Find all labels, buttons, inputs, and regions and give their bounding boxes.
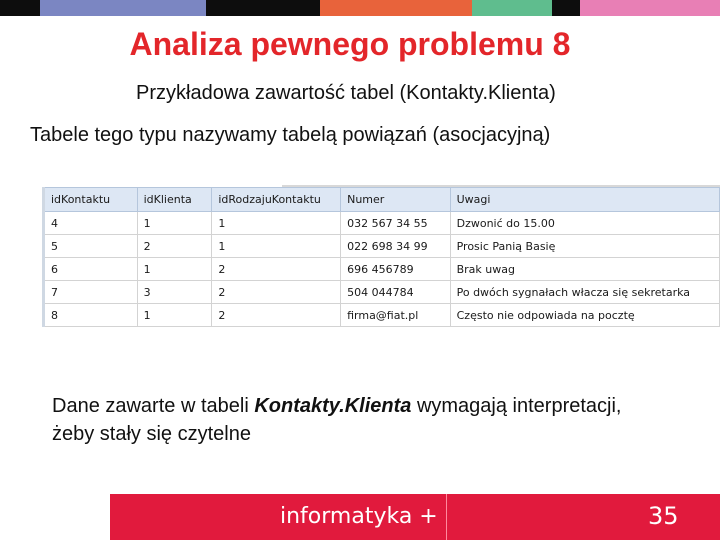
table-header-row (44, 188, 720, 212)
col-header-idkontaktu: idKontaktu (44, 188, 138, 212)
cell-idklienta: 1 (137, 258, 212, 281)
cell-numer: 022 698 34 99 (341, 235, 451, 258)
col-header-idklienta: idKlienta (137, 188, 212, 212)
cell-uwagi: Dzwonić do 15.00 (450, 212, 719, 235)
table-screenshot (42, 187, 720, 328)
cell-idklienta: 1 (137, 212, 212, 235)
slide-body-text (52, 392, 652, 448)
stripe-3 (206, 0, 320, 16)
cell-idrodzajukontaktu: 2 (212, 304, 341, 327)
cell-numer: 696 456789 (341, 258, 451, 281)
stripe-7 (580, 0, 720, 16)
slide-title: Analiza pewnego problemu 8 (129, 26, 571, 62)
cell-numer: 504 044784 (341, 281, 451, 304)
cell-idkontaktu: 4 (44, 212, 138, 235)
slide-subtitle: Przykładowa zawartość tabel (Kontakty.Klienta) (136, 82, 556, 104)
cell-uwagi: Często nie odpowiada na pocztę (450, 304, 719, 327)
table-row (44, 258, 720, 281)
cell-idrodzajukontaktu: 2 (212, 258, 341, 281)
cell-numer: firma@fiat.pl (341, 304, 451, 327)
body-text-part2: wymagają interpretacji, żeby stały się czytelne (52, 395, 622, 445)
footer-label: informatyka + (280, 504, 438, 529)
slide-definition: Tabele tego typu nazywamy tabelą powiązań (asocjacyjną) (30, 124, 551, 146)
cell-uwagi: Po dwóch sygnałach włacza się sekretarka (450, 281, 719, 304)
cell-idrodzajukontaktu: 1 (212, 235, 341, 258)
slide-footer (0, 494, 720, 540)
body-text-table-name: Kontakty.Klienta (254, 395, 412, 417)
stripe-5 (472, 0, 552, 16)
footer-left-blank (0, 494, 110, 540)
table-row (44, 281, 720, 304)
cell-idklienta: 3 (137, 281, 212, 304)
cell-idrodzajukontaktu: 1 (212, 212, 341, 235)
cell-idkontaktu: 8 (44, 304, 138, 327)
footer-divider (446, 494, 447, 540)
stripe-2 (40, 0, 206, 16)
body-text-part1: Dane zawarte w tabeli (52, 395, 255, 417)
table-row (44, 212, 720, 235)
stripe-4 (320, 0, 472, 16)
cell-idklienta: 1 (137, 304, 212, 327)
cell-idkontaktu: 5 (44, 235, 138, 258)
cell-uwagi: Brak uwag (450, 258, 719, 281)
col-header-numer: Numer (341, 188, 451, 212)
cell-idkontaktu: 6 (44, 258, 138, 281)
table-row (44, 304, 720, 327)
col-header-uwagi: Uwagi (450, 188, 719, 212)
cell-numer: 032 567 34 55 (341, 212, 451, 235)
cell-idklienta: 2 (137, 235, 212, 258)
cell-uwagi: Prosic Panią Basię (450, 235, 719, 258)
cell-idrodzajukontaktu: 2 (212, 281, 341, 304)
table-row (44, 235, 720, 258)
top-color-stripes (0, 0, 720, 16)
stripe-6 (552, 0, 580, 16)
col-header-idrodzajukontaktu: idRodzajuKontaktu (212, 188, 341, 212)
contacts-table (42, 187, 720, 327)
stripe-1 (0, 0, 40, 16)
cell-idkontaktu: 7 (44, 281, 138, 304)
page-number: 35 (648, 502, 679, 530)
